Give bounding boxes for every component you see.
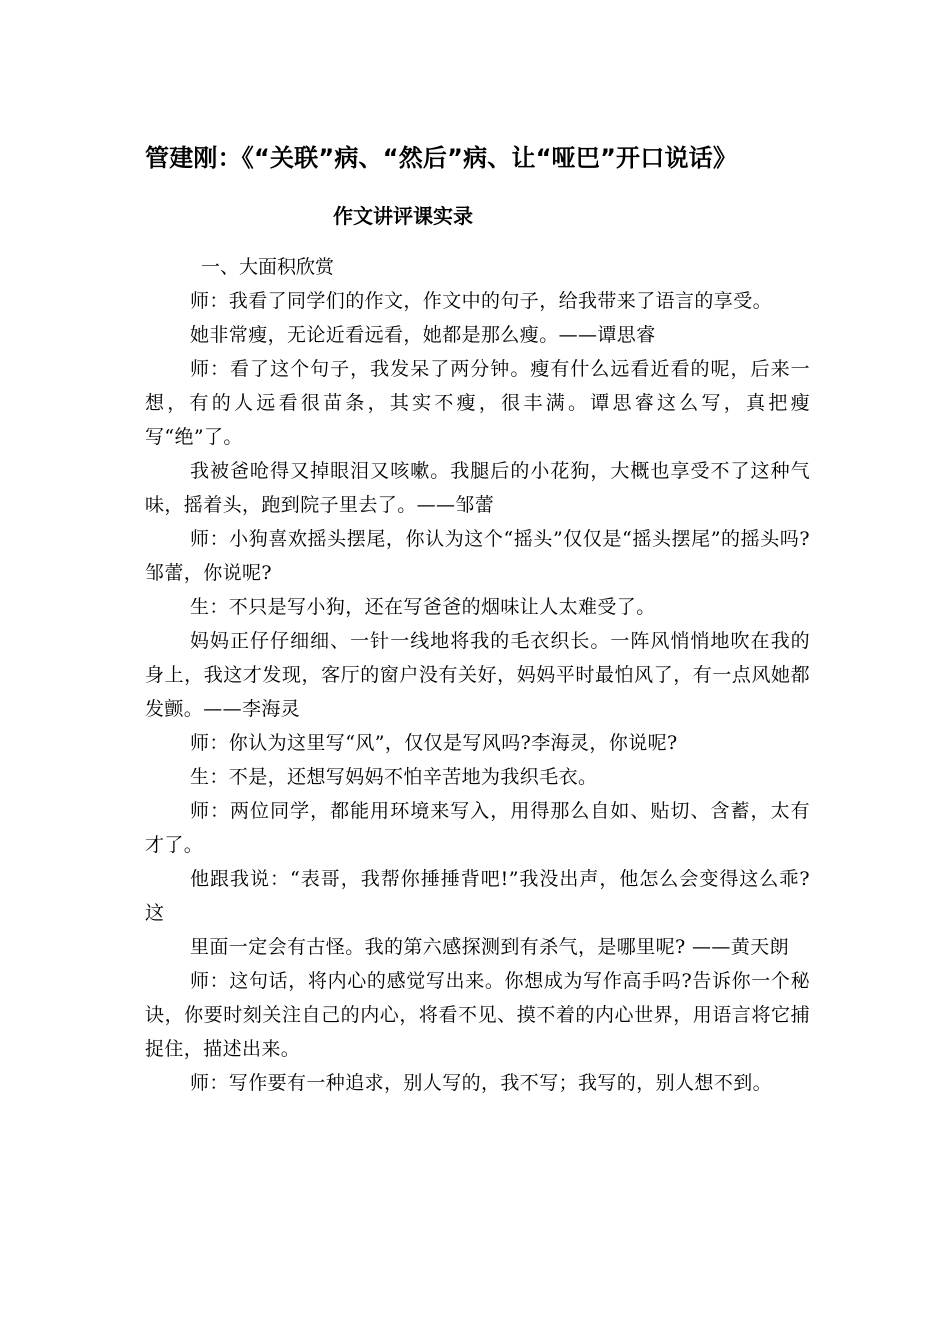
paragraph: 师：写作要有一种追求，别人写的，我不写；我写的，别人想不到。 bbox=[190, 1072, 773, 1094]
paragraph: 师：小狗喜欢摇头摆尾，你认为这个“摇头”仅仅是“摇头摆尾”的摇头吗?邹蕾，你说呢? bbox=[145, 528, 810, 584]
paragraph: 师：看了这个句子，我发呆了两分钟。瘦有什么远看近看的呢，后来一想，有的人远看很苗条，其实不瘦，很丰满。谭思睿这么写，真把瘦写“绝”了。 bbox=[145, 358, 810, 448]
paragraph: 他跟我说：“表哥，我帮你捶捶背吧!”我没出声，他怎么会变得这么乖?这 bbox=[145, 868, 810, 924]
paragraph: 师：你认为这里写“风”，仅仅是写风吗?李海灵，你说呢? bbox=[190, 732, 678, 754]
paragraph: 妈妈正仔仔细细、一针一线地将我的毛衣织长。一阵风悄悄地吹在我的身上，我这才发现，客厅的窗户没有关好，妈妈平时最怕风了，有一点风她都发颤。——李海灵 bbox=[145, 630, 810, 720]
paragraph: 她非常瘦，无论近看远看，她都是那么瘦。——谭思睿 bbox=[190, 324, 656, 346]
paragraph: 师：这句话，将内心的感觉写出来。你想成为写作高手吗?告诉你一个秘诀，你要时刻关注自己的内心，将看不见、摸不着的内心世界，用语言将它捕捉住，描述出来。 bbox=[145, 970, 810, 1060]
paragraph: 师：我看了同学们的作文，作文中的句子，给我带来了语言的享受。 bbox=[190, 290, 773, 312]
paragraph: 生：不只是写小狗，还在写爸爸的烟味让人太难受了。 bbox=[190, 596, 656, 618]
document-page bbox=[145, 138, 810, 1100]
section-heading: 一、大面积欣赏 bbox=[201, 256, 335, 278]
document-title: 管建刚：《“关联”病、“然后”病、让“哑巴”开口说话》 bbox=[145, 144, 738, 172]
paragraph: 我被爸呛得又掉眼泪又咳嗽。我腿后的小花狗，大概也享受不了这种气味，摇着头，跑到院子里去了。——邹蕾 bbox=[145, 460, 810, 516]
document-subtitle: 作文讲评课实录 bbox=[333, 204, 473, 228]
paragraph: 里面一定会有古怪。我的第六感探测到有杀气，是哪里呢? ——黄天朗 bbox=[190, 936, 790, 958]
paragraph: 师：两位同学，都能用环境来写入，用得那么自如、贴切、含蓄，太有才了。 bbox=[145, 800, 810, 856]
body-text bbox=[145, 284, 810, 1100]
paragraph: 生：不是，还想写妈妈不怕辛苦地为我织毛衣。 bbox=[190, 766, 598, 788]
